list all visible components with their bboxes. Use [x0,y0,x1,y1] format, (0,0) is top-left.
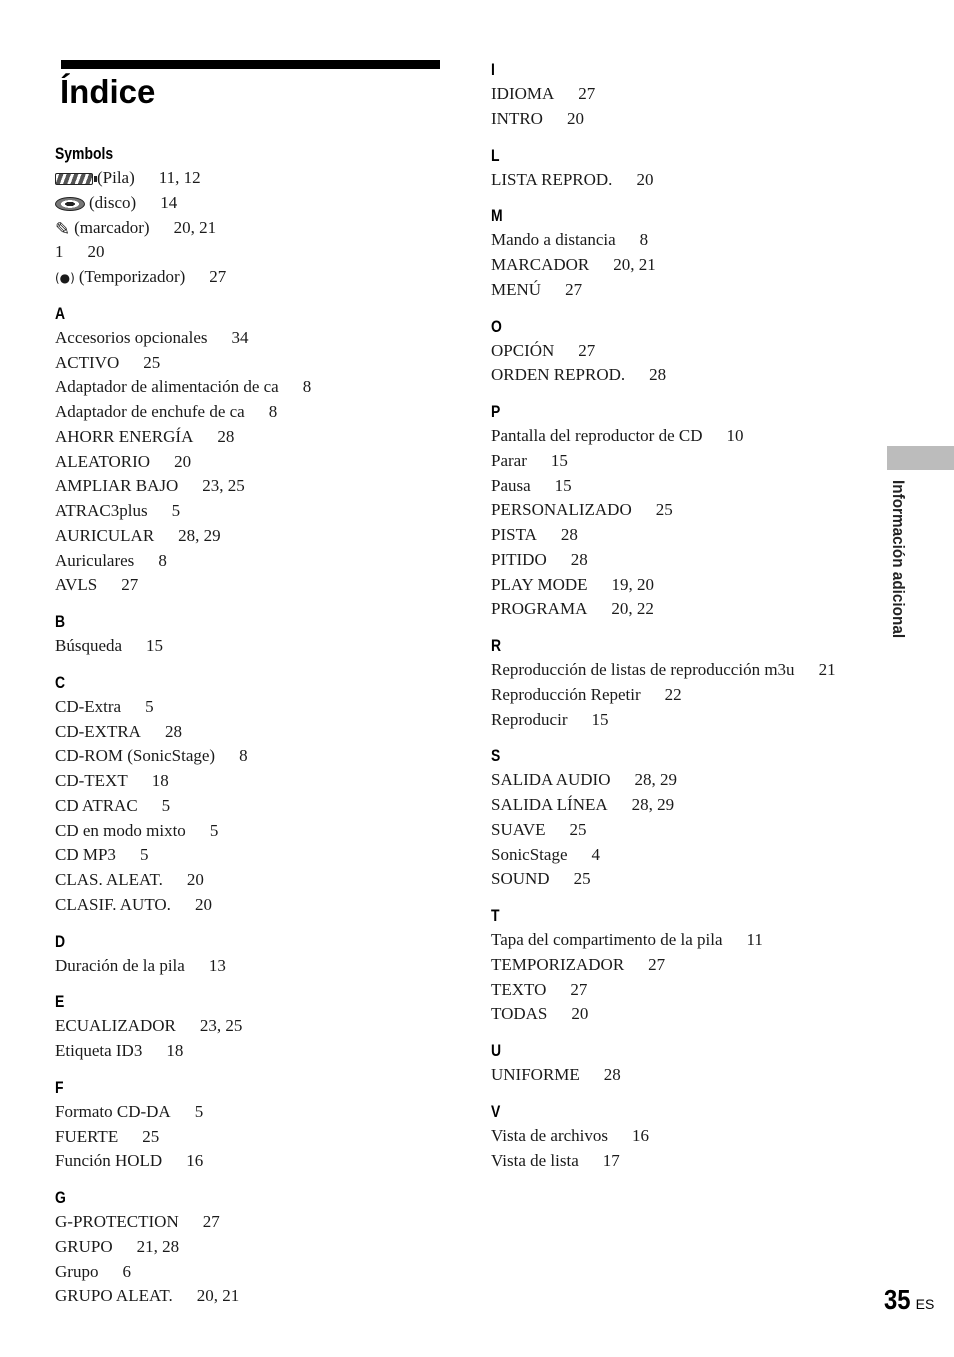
index-entry [491,928,881,953]
section-heading: P [491,402,501,421]
entry-pages: 16 [632,1125,649,1145]
section-gap [55,598,455,610]
title-rule [61,60,440,69]
section-gap [491,192,881,204]
index-section [491,634,881,732]
section-gap [55,1064,455,1076]
index-section [491,744,881,892]
entry-pages: 28 [560,525,578,544]
entry-pages: 17 [602,1150,620,1170]
index-entry [491,107,881,132]
entry-term: Adaptador de alimentación de ca [55,377,279,397]
index-entry [55,216,455,241]
section-heading: Symbols [55,144,114,163]
index-entry [491,1063,881,1088]
index-entry [491,523,881,548]
section-gap [491,732,881,744]
section-gap [491,303,881,315]
index-entry [491,168,881,193]
entry-term: Vista de lista [491,1150,579,1170]
entry-term: Función HOLD [55,1151,163,1171]
entry-pages: 20, 21 [173,217,217,237]
index-entry [491,228,881,253]
entry-term: G-PROTECTION [55,1212,179,1231]
entry-term: Pausa [491,475,531,495]
section-gap [491,132,881,144]
entry-term: AHORR ENERGÍA [55,426,194,446]
entry-pages: 20, 22 [611,599,654,619]
index-entry [55,400,455,425]
index-entry [491,82,881,107]
index-entry [55,794,455,819]
section-heading: A [55,303,66,323]
index-entry [55,1235,455,1260]
entry-pages: 4 [591,844,600,864]
section-heading: F [55,1077,64,1097]
section-heading: M [491,206,503,226]
entry-term: CD-EXTRA [55,721,141,741]
entry-pages: 8 [639,230,649,250]
entry-term: ACTIVO [55,352,120,372]
index-entry [491,1149,881,1174]
index-entry [491,1002,881,1027]
page-number-value: 35 [884,1284,911,1315]
index-entry [55,1149,455,1174]
entry-term: Reproducir [491,709,568,729]
entry-pages: 25 [569,819,587,839]
entry-term: CD-ROM (SonicStage) [55,746,216,766]
entry-pages: 5 [209,820,219,840]
entry-pages: 22 [664,684,682,704]
entry-pages: 5 [161,795,171,815]
index-entry [55,769,455,794]
entry-term: Adaptador de enchufe de ca [55,402,245,421]
entry-term: CD MP3 [55,845,116,865]
entry-pages: 20 [636,169,654,189]
index-entry [55,819,455,844]
index-entry [491,953,881,978]
section-heading: L [491,145,500,165]
index-entry [55,893,455,918]
timer-icon: (●) [55,270,75,285]
section-gap [491,388,881,400]
entry-term: Accesorios opcionales [55,327,208,347]
entry-pages: 5 [145,696,154,716]
entry-term: ATRAC3plus [55,501,148,520]
index-entry [491,474,881,499]
entry-pages: 25 [573,869,591,889]
entry-term: Vista de archivos [491,1125,608,1145]
index-section [491,400,881,622]
index-section [491,58,881,132]
index-entry [55,166,455,191]
index-entry [55,1210,455,1235]
entry-pages: 28, 29 [631,795,675,814]
index-section [491,1100,881,1174]
index-entry [55,240,455,265]
index-section [491,144,881,193]
index-section [55,930,455,979]
entry-pages: 27 [578,340,596,360]
section-heading: I [491,60,495,79]
section-heading: E [55,992,65,1012]
entry-term: PROGRAMA [491,599,588,619]
section-heading: B [55,612,66,631]
entry-term: (disco) [89,192,137,212]
index-entry [55,425,455,450]
entry-term: Reproducción Repetir [491,684,641,704]
entry-term: Grupo [55,1261,99,1281]
entry-term: AVLS [55,575,98,595]
entry-pages: 27 [209,267,227,286]
index-entry [55,573,455,598]
index-entry [55,634,455,659]
index-entry [55,474,455,499]
entry-pages: 27 [565,279,583,299]
index-entry [55,450,455,475]
entry-term: Etiqueta ID3 [55,1041,143,1060]
index-entry [55,1125,455,1150]
index-entry [55,744,455,769]
entry-term: SALIDA LÍNEA [491,795,608,814]
index-entry [491,363,881,388]
entry-term: CD-TEXT [55,771,128,790]
entry-pages: 6 [122,1261,131,1281]
entry-term: AURICULAR [55,525,155,545]
entry-term: AMPLIAR BAJO [55,476,179,496]
section-heading: R [491,636,502,655]
index-column-right [491,58,881,1173]
index-entry [491,548,881,573]
index-entry [491,818,881,843]
entry-term: Auriculares [55,550,135,570]
index-entry [55,549,455,574]
entry-term: CD ATRAC [55,795,138,815]
entry-pages: 20 [566,108,584,128]
index-entry [55,375,455,400]
entry-term: TEXTO [491,979,547,999]
section-heading: C [55,672,66,692]
index-section [55,671,455,918]
index-entry [55,499,455,524]
entry-pages: 28 [570,549,588,569]
index-section [55,1076,455,1174]
entry-term: SUAVE [491,819,546,839]
section-tab-marker [887,446,954,470]
entry-term: ORDEN REPROD. [491,365,626,385]
entry-pages: 23, 25 [202,476,245,496]
entry-term: SOUND [491,869,550,889]
entry-term: Mando a distancia [491,230,616,250]
index-entry [55,1284,455,1309]
entry-pages: 20 [174,451,192,471]
entry-term: (Pila) [97,168,135,187]
entry-term: SonicStage [491,844,568,864]
entry-term: Parar [491,450,527,470]
entry-pages: 8 [302,377,312,397]
entry-pages: 23, 25 [199,1016,243,1036]
page-number [884,1284,934,1316]
section-heading: S [491,746,501,766]
entry-term: IDIOMA [491,84,555,103]
index-section [55,302,455,598]
entry-pages: 27 [648,954,666,974]
entry-term: MENÚ [491,279,542,299]
entry-pages: 18 [166,1041,184,1060]
entry-pages: 28 [217,426,235,446]
entry-term: Formato CD-DA [55,1101,171,1121]
entry-pages: 27 [202,1212,220,1231]
index-entry [491,278,881,303]
entry-term: CD-Extra [55,696,122,716]
entry-pages: 25 [655,500,673,520]
entry-term: TEMPORIZADOR [491,954,625,974]
entry-pages: 20 [194,894,212,914]
section-gap [55,1174,455,1186]
section-gap [55,978,455,990]
index-entry [491,449,881,474]
section-gap [491,1088,881,1100]
index-entry [55,695,455,720]
section-heading: U [491,1041,502,1060]
index-section [55,142,455,290]
section-gap [491,622,881,634]
section-heading: O [491,316,502,336]
section-gap [491,1027,881,1039]
entry-pages: 20, 21 [613,255,656,274]
entry-pages: 28 [164,721,182,741]
index-section [55,610,455,659]
entry-pages: 15 [591,709,609,729]
index-entry [491,424,881,449]
index-entry [55,326,455,351]
section-gap [55,290,455,302]
battery-icon [55,173,93,185]
section-gap [55,659,455,671]
entry-term: ECUALIZADOR [55,1016,176,1036]
section-heading: G [55,1188,66,1207]
entry-pages: 20 [571,1004,589,1024]
disc-icon [55,197,85,211]
index-entry [55,524,455,549]
index-entry [491,498,881,523]
entry-pages: 5 [194,1101,204,1121]
entry-term: CLAS. ALEAT. [55,870,163,889]
index-entry [55,843,455,868]
section-side-label: Información adicional [889,480,908,639]
entry-term: FUERTE [55,1126,119,1146]
entry-pages: 28 [649,365,667,385]
entry-pages: 8 [268,402,278,421]
entry-pages: 8 [239,746,248,766]
entry-term: (marcador) [74,217,150,237]
page-number-suffix: ES [915,1296,935,1312]
entry-pages: 20 [186,870,204,889]
index-section [491,204,881,302]
entry-pages: 19, 20 [611,574,655,594]
index-entry [55,954,455,979]
index-entry [491,339,881,364]
entry-term: UNIFORME [491,1065,580,1084]
entry-term: 1 [55,242,64,262]
entry-term: INTRO [491,108,543,128]
entry-pages: 15 [550,450,568,470]
section-gap [491,892,881,904]
index-entry [491,1124,881,1149]
index-entry [491,708,881,733]
entry-pages: 13 [208,955,226,975]
entry-term: PISTA [491,525,537,544]
marker-icon: ✎ [55,218,71,239]
index-entry [55,720,455,745]
entry-pages: 21, 28 [136,1236,180,1256]
section-gap [55,918,455,930]
index-entry [55,1100,455,1125]
entry-term: PERSONALIZADO [491,500,632,520]
index-entry [55,868,455,893]
entry-pages: 20 [87,242,105,262]
entry-term: (Temporizador) [78,267,186,286]
index-entry [491,867,881,892]
entry-term: CLASIF. AUTO. [55,894,171,914]
entry-term: Reproducción de listas de reproducción m3u [491,660,795,679]
index-entry [55,191,455,216]
index-entry [491,843,881,868]
entry-pages: 28, 29 [634,770,677,790]
entry-term: ALEATORIO [55,451,151,471]
entry-pages: 25 [143,352,161,372]
entry-pages: 28, 29 [178,525,221,545]
entry-term: Tapa del compartimento de la pila [491,930,723,949]
index-entry [491,573,881,598]
entry-pages: 15 [554,475,572,495]
entry-term: PLAY MODE [491,574,588,594]
entry-pages: 8 [158,550,167,570]
section-heading: V [491,1101,501,1121]
index-entry [55,1039,455,1064]
index-section [491,1039,881,1088]
entry-term: PITIDO [491,549,547,569]
index-entry [491,768,881,793]
entry-pages: 25 [142,1126,160,1146]
page-title: Índice [60,73,156,110]
entry-term: Búsqueda [55,636,123,655]
entry-pages: 5 [171,501,181,520]
entry-pages: 10 [726,426,744,445]
entry-term: LISTA REPROD. [491,169,613,189]
entry-pages: 16 [186,1151,204,1171]
entry-pages: 11, 12 [158,168,201,187]
entry-pages: 14 [160,192,178,212]
index-entry [491,683,881,708]
index-column-left [55,142,455,1309]
index-section [55,1186,455,1309]
entry-term: TODAS [491,1004,548,1024]
entry-term: GRUPO [55,1236,113,1256]
section-heading: T [491,906,500,925]
entry-term: GRUPO ALEAT. [55,1286,173,1306]
entry-term: SALIDA AUDIO [491,770,611,790]
index-entry [55,351,455,376]
entry-pages: 27 [121,575,139,595]
index-entry [491,793,881,818]
entry-pages: 18 [151,771,169,790]
entry-pages: 21 [818,660,836,679]
index-entry [55,1014,455,1039]
entry-term: CD en modo mixto [55,820,186,840]
index-section [55,990,455,1064]
section-heading: D [55,931,66,951]
entry-term: Pantalla del reproductor de CD [491,426,703,445]
entry-term: MARCADOR [491,255,590,274]
entry-pages: 27 [570,979,588,999]
index-entry [55,1260,455,1285]
index-entry [491,597,881,622]
index-entry [55,265,455,290]
entry-pages: 27 [578,84,596,103]
entry-pages: 34 [231,327,249,347]
entry-pages: 15 [146,636,164,655]
entry-term: Duración de la pila [55,955,185,975]
index-entry [491,658,881,683]
entry-pages: 11 [746,930,763,949]
index-entry [491,978,881,1003]
entry-pages: 5 [139,845,149,865]
entry-pages: 28 [603,1065,621,1084]
index-entry [491,253,881,278]
entry-pages: 20, 21 [196,1286,240,1306]
index-section [491,315,881,389]
entry-term: OPCIÓN [491,340,555,360]
index-section [491,904,881,1027]
